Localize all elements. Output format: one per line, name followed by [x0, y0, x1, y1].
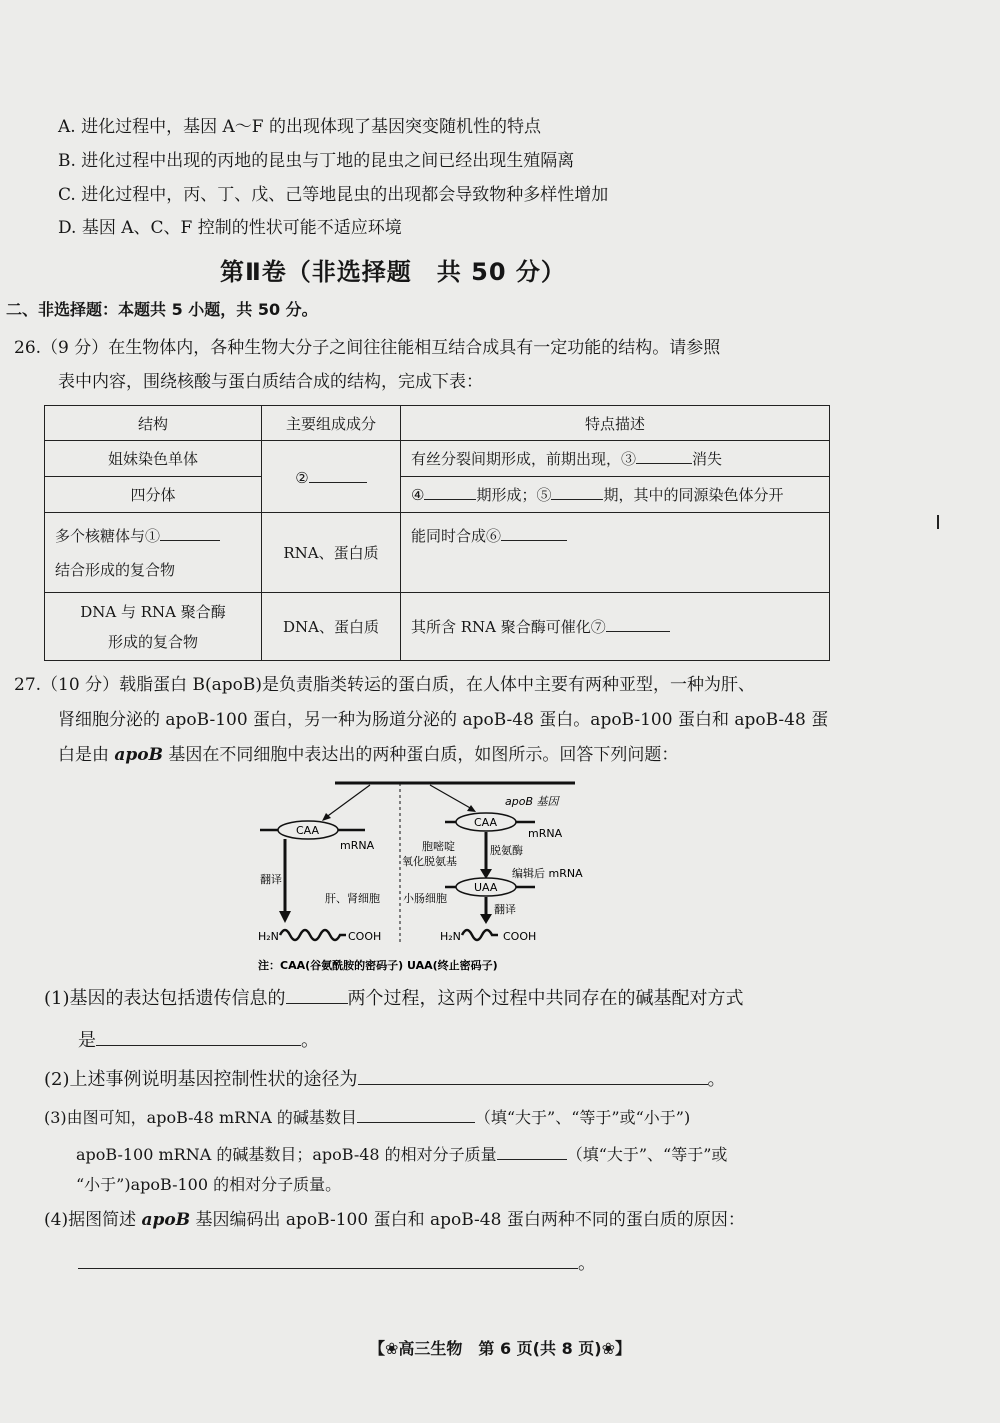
option-a: A. 进化过程中，基因 A～F 的出现体现了基因突变随机性的特点: [58, 117, 541, 137]
table-row: [45, 477, 830, 513]
q26-stem-line2: 表中内容，围绕核酸与蛋白质结合成的结构，完成下表：: [58, 372, 483, 392]
left-n-term: H₂N: [258, 930, 279, 943]
row4-structure: DNA 与 RNA 聚合酶 形成的复合物: [45, 593, 262, 661]
left-translation-label: 翻译: [260, 873, 282, 886]
option-c: C. 进化过程中，丙、丁、戊、己等地昆虫的出现都会导致物种多样性增加: [58, 185, 609, 205]
right-codon: CAA: [474, 816, 498, 829]
row2-feature: ④ 期形成；⑤ 期，其中的同源染色体分开: [401, 477, 830, 513]
answer-blank-p3a[interactable]: [357, 1106, 475, 1123]
answer-blank-p1b[interactable]: [96, 1027, 301, 1046]
enzyme-name: 脱氨酶: [490, 844, 523, 857]
diagram-note: 注：CAA(谷氨酰胺的密码子) UAA(终止密码子): [258, 959, 498, 972]
right-c-term: COOH: [503, 930, 537, 943]
q27-stem-line1: 27.（10 分）载脂蛋白 B(apoB)是负责脂类转运的蛋白质，在人体中主要有两种亚型，一种为肝、: [14, 675, 755, 695]
left-codon: CAA: [296, 824, 320, 837]
row3-structure: 多个核糖体与① 结合形成的复合物: [45, 513, 262, 593]
edited-codon: UAA: [474, 881, 498, 894]
gene-label: apoB 基因: [505, 795, 559, 808]
answer-blank-p4[interactable]: [78, 1250, 578, 1269]
q27-stem-line3: 白是由 apoB 基因在不同细胞中表达出的两种蛋白质，如图所示。回答下列问题：: [58, 745, 679, 765]
row3-component: RNA、蛋白质: [262, 513, 401, 593]
right-translation-label: 翻译: [494, 903, 516, 916]
table-row: [45, 513, 830, 593]
enzyme-line2: 氧化脱氨基: [402, 855, 457, 868]
left-mrna-label: mRNA: [340, 839, 375, 852]
option-d: D. 基因 A、C、F 控制的性状可能不适应环境: [58, 218, 402, 238]
margin-mark: [937, 515, 939, 529]
left-transcription-arrow: [325, 785, 370, 818]
left-protein: [280, 930, 346, 940]
table-row: [45, 593, 830, 661]
answer-blank-1[interactable]: [160, 525, 220, 541]
answer-blank-5[interactable]: [551, 484, 603, 500]
q26-table: [44, 405, 830, 661]
right-n-term: H₂N: [440, 930, 461, 943]
intestine-cells-label: 小肠细胞: [403, 892, 447, 905]
answer-blank-7[interactable]: [606, 616, 670, 632]
q27-part1-line1: (1)基因的表达包括遗传信息的 两个过程，这两个过程中共同存在的碱基配对方式: [44, 985, 744, 1012]
answer-blank-2[interactable]: [309, 467, 367, 483]
header-feature: 特点描述: [401, 406, 830, 441]
answer-blank-p3b[interactable]: [497, 1143, 567, 1160]
option-b: B. 进化过程中出现的丙地的昆虫与丁地的昆虫之间已经出现生殖隔离: [58, 151, 575, 171]
q27-part2: (2)上述事例说明基因控制性状的途径为 。: [44, 1066, 726, 1093]
q27-part4-line1: (4)据图简述 apoB 基因编码出 apoB-100 蛋白和 apoB-48 蛋白两种不同的蛋白质的原因：: [44, 1210, 745, 1230]
section-heading: 第Ⅱ卷（非选择题 共 50 分）: [220, 258, 566, 286]
q27-stem-line2: 肾细胞分泌的 apoB-100 蛋白，另一种为肠道分泌的 apoB-48 蛋白。apoB-100 蛋白和 apoB-48 蛋: [58, 710, 829, 730]
q27-part4-line2: 。: [78, 1250, 596, 1277]
liver-cells-label: 肝、肾细胞: [325, 892, 380, 905]
header-structure: 结构: [45, 406, 262, 441]
answer-blank-3[interactable]: [636, 448, 692, 464]
right-protein: [462, 930, 498, 940]
left-c-term: COOH: [348, 930, 382, 943]
apob-expression-diagram: [250, 775, 590, 975]
enzyme-line1: 胞嘧啶: [422, 840, 455, 853]
table-row: [45, 441, 830, 477]
row2-structure: 四分体: [45, 477, 262, 513]
q26-stem-line1: 26.（9 分）在生物体内，各种生物大分子之间往往能相互结合成具有一定功能的结构。请参照: [14, 338, 721, 358]
q27-part1-line2: 是 。: [78, 1027, 319, 1054]
row4-feature: 其所含 RNA 聚合酶可催化⑦: [401, 593, 830, 661]
header-component: 主要组成成分: [262, 406, 401, 441]
row1-feature: 有丝分裂间期形成，前期出现，③ 消失: [401, 441, 830, 477]
section-label: 二、非选择题：本题共 5 小题，共 50 分。: [6, 300, 318, 319]
answer-blank-p1a[interactable]: [286, 985, 348, 1004]
right-transcription-arrow: [430, 785, 472, 809]
table-header-row: [45, 406, 830, 441]
q27-part3-line1: (3)由图可知，apoB-48 mRNA 的碱基数目 （填“大于”、“等于”或“小于”): [44, 1108, 691, 1127]
row12-component: ②: [262, 441, 401, 513]
row1-structure: 姐妹染色单体: [45, 441, 262, 477]
row4-component: DNA、蛋白质: [262, 593, 401, 661]
row3-feature: 能同时合成⑥: [401, 513, 830, 593]
answer-blank-4[interactable]: [424, 484, 476, 500]
edited-mrna-label: 编辑后 mRNA: [512, 867, 583, 880]
page-footer: 【❀高三生物 第 6 页(共 8 页)❀】: [369, 1339, 631, 1358]
q27-part3-line2: apoB-100 mRNA 的碱基数目；apoB-48 的相对分子质量 （填“大于”、“等于”或: [76, 1145, 728, 1164]
answer-blank-6[interactable]: [501, 525, 567, 541]
answer-blank-p2[interactable]: [358, 1066, 708, 1085]
q27-part3-line3: “小于”)apoB-100 的相对分子质量。: [76, 1175, 342, 1194]
right-mrna-label: mRNA: [528, 827, 563, 840]
